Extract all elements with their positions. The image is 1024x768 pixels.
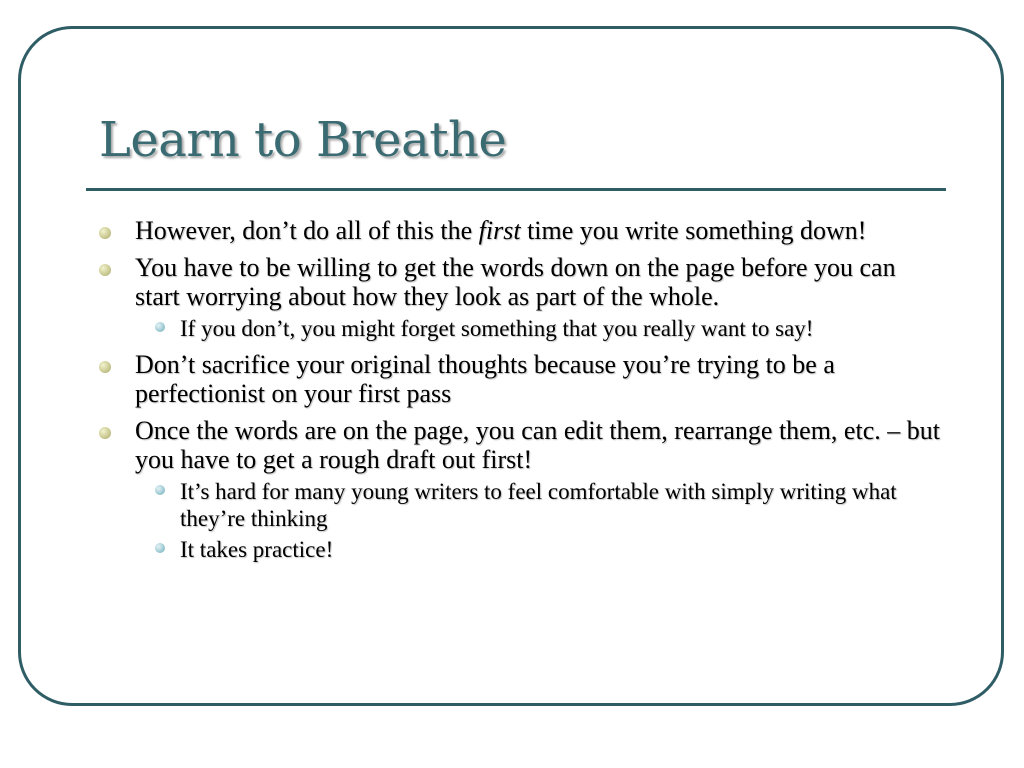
bullet-icon bbox=[99, 227, 111, 239]
bullet-text-pre: However, don’t do all of this the bbox=[135, 216, 479, 245]
sub-bullet-text: It’s hard for many young writers to feel comfortable with simply writing what they’re thinking bbox=[180, 479, 897, 531]
bullet-text: Don’t sacrifice your original thoughts because you’re trying to be a perfectionist on your first pass bbox=[135, 350, 835, 408]
sub-bullet-text: If you don’t, you might forget something that you really want to say! bbox=[180, 316, 814, 341]
sub-bullet-text: It takes practice! bbox=[180, 537, 334, 562]
bullet-text: Once the words are on the page, you can edit them, rearrange them, etc. – but you have to get a rough draft out first! bbox=[135, 416, 940, 474]
sub-bullet-item bbox=[96, 478, 946, 532]
bullet-icon bbox=[99, 427, 111, 439]
sub-bullet-icon bbox=[155, 485, 165, 495]
bullet-text-post: time you write something down! bbox=[520, 216, 867, 245]
sub-bullet-icon bbox=[155, 543, 165, 553]
sub-bullet-icon bbox=[155, 322, 165, 332]
slide-title: Learn to Breathe bbox=[99, 112, 507, 168]
bullet-item bbox=[96, 350, 946, 408]
bullet-icon bbox=[99, 264, 111, 276]
bullet-text-emphasis: first bbox=[478, 216, 521, 245]
bullet-item bbox=[96, 216, 946, 245]
bullet-icon bbox=[99, 361, 111, 373]
sub-bullet-item bbox=[96, 536, 946, 563]
slide-body bbox=[96, 216, 946, 571]
bullet-item bbox=[96, 416, 946, 474]
bullet-text: You have to be willing to get the words down on the page before you can start worrying about how they look as part of the whole. bbox=[135, 253, 896, 311]
title-underline bbox=[86, 188, 946, 191]
sub-bullet-item bbox=[96, 315, 946, 342]
bullet-item bbox=[96, 253, 946, 311]
